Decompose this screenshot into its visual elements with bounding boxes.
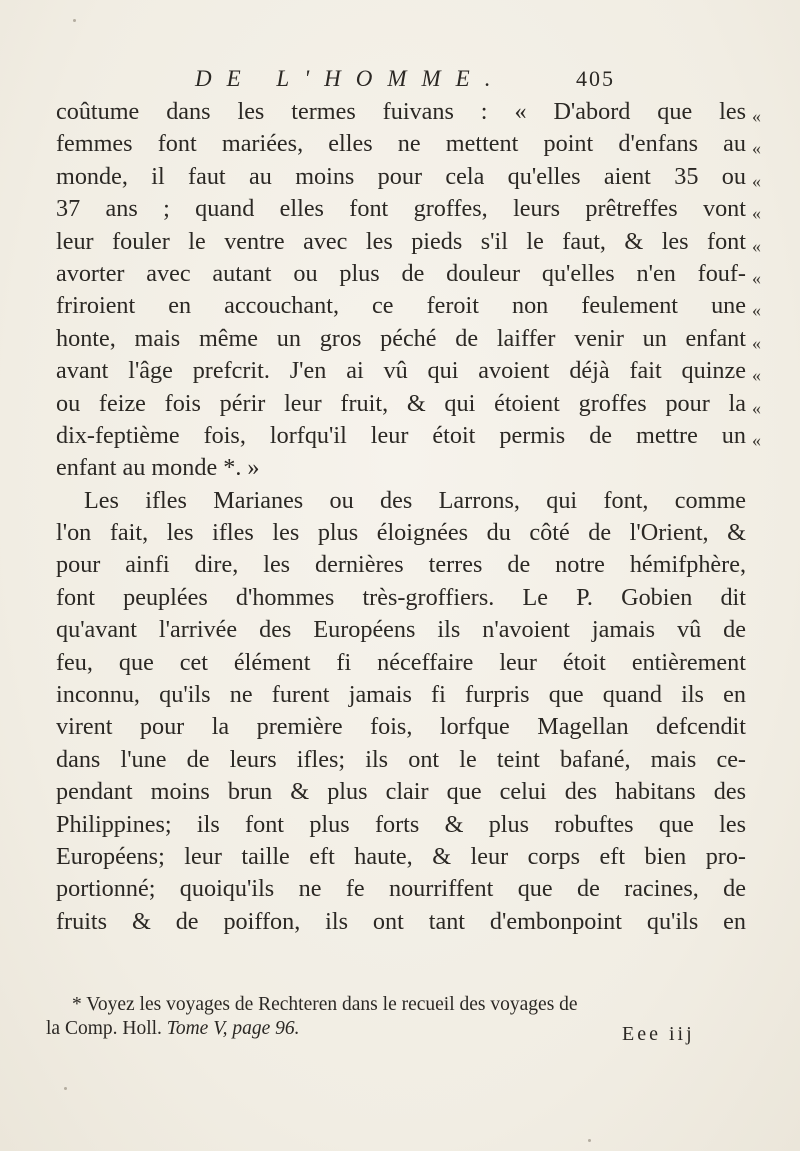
quote-mark: « [752, 429, 761, 450]
quote-margin-column [752, 96, 782, 452]
page-number: 405 [576, 66, 615, 91]
text-line: enfant au monde *. » [56, 454, 260, 482]
quote-mark: « [752, 332, 761, 353]
running-title: DE L'HOMME. [195, 66, 506, 91]
footnote-source: la Comp. Holl. [46, 1018, 167, 1039]
text-line: qu'avant l'arrivée des Européens ils n'avoient jamais vû de [56, 616, 746, 644]
text-line: avorter avec autant ou plus de douleur qu'elles n'en fouf- [56, 259, 746, 287]
text-line: femmes font mariées, elles ne mettent point d'enfans au [56, 130, 746, 158]
text-line: dix-feptième fois, lorfqu'il leur étoit permis de mettre un [56, 421, 746, 449]
quote-mark: « [752, 365, 761, 386]
text-line: ou feize fois périr leur fruit, & qui étoient groffes pour la [56, 389, 746, 417]
body-text [56, 96, 746, 938]
text-line: Européens; leur taille eft haute, & leur corps eft bien pro- [56, 842, 746, 870]
quote-mark: « [752, 300, 761, 321]
paper-speck [64, 1087, 67, 1090]
text-line: monde, il faut au moins pour cela qu'elles aient 35 ou [56, 162, 746, 190]
text-line: inconnu, qu'ils ne furent jamais fi furpris que quand ils en [56, 681, 746, 709]
text-line: 37 ans ; quand elles font groffes, leurs prêtreffes vont [56, 195, 746, 223]
quote-mark: « [752, 170, 761, 191]
running-header [195, 66, 615, 100]
footnote-reference: Tome V, page 96. [166, 1018, 300, 1039]
text-line: coûtume dans les termes fuivans : « D'abord que les [56, 98, 746, 125]
paper-speck [73, 19, 76, 22]
text-line: leur fouler le ventre avec les pieds s'il le faut, & les font [56, 227, 746, 255]
footnote-line: * Voyez les voyages de Rechteren dans le recueil des voyages de [72, 994, 578, 1015]
text-line: feu, que cet élément fi néceffaire leur étoit entièrement [56, 648, 746, 676]
quote-mark: « [752, 397, 761, 418]
text-line: portionné; quoiqu'ils ne fe nourriffent que de racines, de [56, 875, 746, 903]
text-line: pendant moins brun & plus clair que celui des habitans des [56, 778, 746, 806]
quote-mark: « [752, 235, 761, 256]
quote-mark: « [752, 138, 761, 159]
quote-mark: « [752, 267, 761, 288]
text-line: Philippines; ils font plus forts & plus robuftes que les [56, 810, 746, 838]
signature-mark: Eee iij [622, 1023, 695, 1045]
text-line: virent pour la première fois, lorfque Magellan defcendit [56, 713, 746, 741]
text-line: fruits & de poiffon, ils ont tant d'embonpoint qu'ils en [56, 907, 746, 935]
text-line: dans l'une de leurs ifles; ils ont le teint bafané, mais ce- [56, 745, 746, 773]
text-line: friroient en accouchant, ce feroit non feulement une [56, 292, 746, 320]
text-line: honte, mais même un gros péché de laiffer venir un enfant [56, 324, 746, 352]
paper-speck [588, 1139, 591, 1142]
paragraph-start-line: Les ifles Marianes ou des Larrons, qui font, comme [84, 486, 746, 514]
quote-mark: « [752, 203, 761, 224]
quote-mark: « [752, 106, 761, 126]
text-line: pour ainfi dire, les dernières terres de notre hémifphère, [56, 551, 746, 579]
text-line: font peuplées d'hommes très-groffiers. Le P. Gobien dit [56, 583, 746, 611]
text-line: avant l'âge prefcrit. J'en ai vû qui avoient déjà fait quinze [56, 357, 746, 385]
text-line: l'on fait, les ifles les plus éloignées du côté de l'Orient, & [56, 519, 746, 547]
